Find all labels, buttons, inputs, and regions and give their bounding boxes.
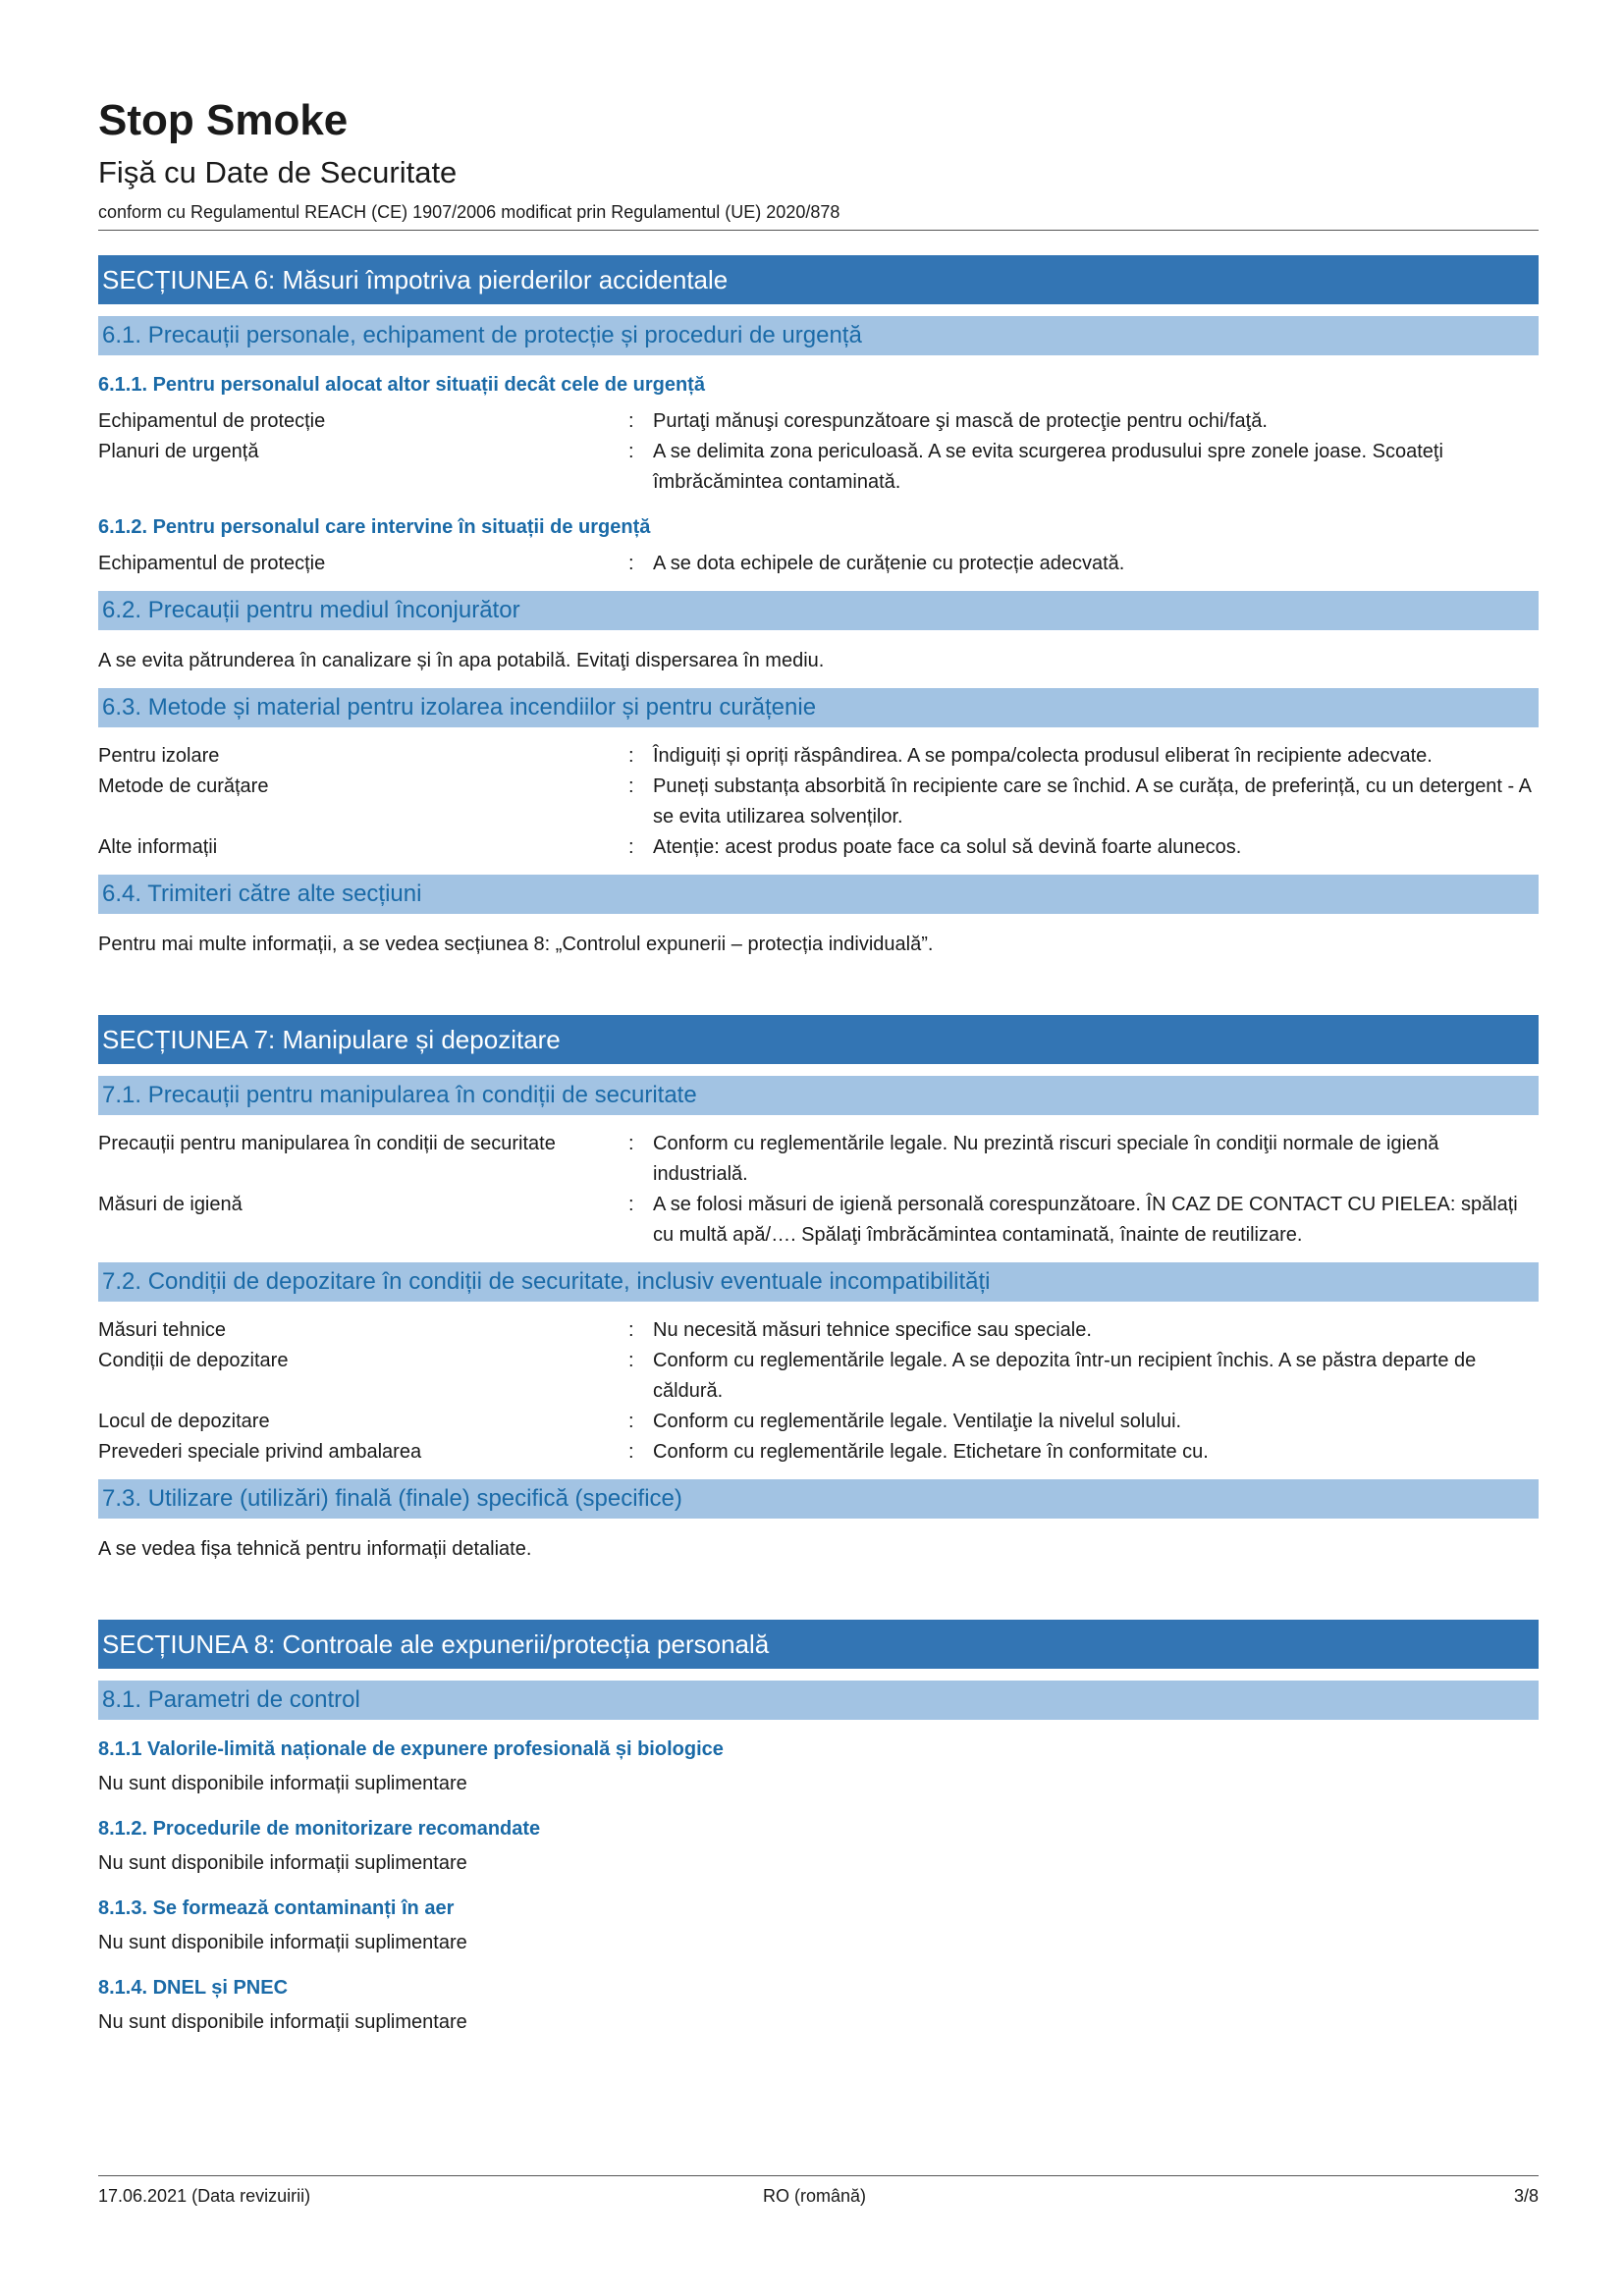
field-row — [98, 741, 1539, 772]
paragraph: Pentru mai multe informații, a se vedea secțiunea 8: „Controlul expunerii – protecția individuală”. — [98, 934, 934, 955]
section-7-heading: SECȚIUNEA 7: Manipulare și depozitare — [98, 1015, 1539, 1064]
subsection-6-1-1-heading: 6.1.1. Pentru personalul alocat altor situații decât cele de urgență — [98, 374, 705, 396]
field-row — [98, 1190, 1539, 1251]
field-separator: : — [628, 836, 634, 858]
section-6-heading: SECȚIUNEA 6: Măsuri împotriva pierderilor accidentale — [98, 255, 1539, 304]
field-row — [98, 832, 1539, 863]
field-list — [98, 549, 1539, 579]
field-separator: : — [628, 410, 634, 432]
field-label: Echipamentul de protecție — [98, 553, 326, 574]
field-value: A se delimita zona periculoasă. A se evita scurgerea produsului spre zonele joase. Scoateţi îmbrăcămintea contaminată. — [653, 441, 1443, 493]
field-value: Îndiguiți și opriți răspândirea. A se pompa/colecta produsul eliberat în recipiente adecvate. — [653, 745, 1433, 767]
field-value: A se folosi măsuri de igienă personală corespunzătoare. ÎN CAZ DE CONTACT CU PIELEA: spălați cu multă apă/…. Spălaţi îmbrăcămintea contaminată, înainte de reutilizare. — [653, 1194, 1518, 1246]
field-separator: : — [628, 1411, 634, 1432]
field-separator: : — [628, 1350, 634, 1371]
subsection-7-3-heading: 7.3. Utilizare (utilizări) finală (finale) specifică (specifice) — [98, 1479, 1539, 1519]
field-list — [98, 1315, 1539, 1468]
field-label: Condiții de depozitare — [98, 1350, 289, 1371]
page-number: 3/8 — [1513, 2186, 1539, 2206]
field-separator: : — [628, 1441, 634, 1463]
field-row — [98, 406, 1539, 437]
field-value: Puneți substanța absorbită în recipiente care se închid. A se curăța, de preferință, cu un detergent - A se evita utilizarea solvenților. — [653, 775, 1531, 828]
paragraph: Nu sunt disponibile informații suplimentare — [98, 1932, 467, 1953]
subsection-6-1-2-heading: 6.1.2. Pentru personalul care intervine în situații de urgență — [98, 516, 651, 538]
field-label: Prevederi speciale privind ambalarea — [98, 1441, 422, 1463]
field-row — [98, 437, 1539, 498]
subsection-8-1-4-heading: 8.1.4. DNEL și PNEC — [98, 1977, 289, 1999]
paragraph: A se vedea fișa tehnică pentru informații detaliate. — [98, 1538, 532, 1560]
field-list — [98, 741, 1539, 863]
paragraph: A se evita pătrunderea în canalizare și în apa potabilă. Evitaţi dispersarea în mediu. — [98, 650, 825, 671]
header-divider — [98, 230, 1539, 231]
subsection-8-1-2-heading: 8.1.2. Procedurile de monitorizare recomandate — [98, 1818, 541, 1840]
field-value: Atenție: acest produs poate face ca solul să devină foarte alunecos. — [653, 836, 1242, 858]
footer-divider — [98, 2175, 1539, 2176]
field-label: Măsuri tehnice — [98, 1319, 227, 1341]
subsection-7-1-heading: 7.1. Precauții pentru manipularea în condiții de securitate — [98, 1076, 1539, 1115]
field-label: Metode de curățare — [98, 775, 269, 797]
field-row — [98, 1437, 1539, 1468]
regulation-note: conform cu Regulamentul REACH (CE) 1907/2006 modificat prin Regulamentul (UE) 2020/878 — [98, 202, 840, 222]
field-list — [98, 406, 1539, 498]
field-row — [98, 1129, 1539, 1190]
product-name: Stop Smoke — [98, 96, 349, 144]
document-content — [98, 251, 1539, 2038]
paragraph: Nu sunt disponibile informații suplimentare — [98, 2011, 467, 2033]
subsection-6-2-heading: 6.2. Precauții pentru mediul înconjurător — [98, 591, 1539, 630]
subsection-8-1-1-heading: 8.1.1 Valorile-limită naționale de expunere profesională și biologice — [98, 1738, 724, 1760]
field-label: Pentru izolare — [98, 745, 220, 767]
field-value: Nu necesită măsuri tehnice specifice sau speciale. — [653, 1319, 1092, 1341]
field-value: Conform cu reglementările legale. Etichetare în conformitate cu. — [653, 1441, 1209, 1463]
field-value: Purtaţi mănuşi corespunzătoare şi mască de protecţie pentru ochi/faţă. — [653, 410, 1268, 432]
paragraph: Nu sunt disponibile informații suplimentare — [98, 1773, 467, 1794]
field-row — [98, 1315, 1539, 1346]
field-row — [98, 1346, 1539, 1407]
subsection-6-1-heading: 6.1. Precauții personale, echipament de protecție și proceduri de urgență — [98, 316, 1539, 355]
field-value: Conform cu reglementările legale. Nu prezintă riscuri speciale în condiţii normale de igienă industrială. — [653, 1133, 1439, 1185]
field-value: Conform cu reglementările legale. Ventilaţie la nivelul solului. — [653, 1411, 1182, 1432]
field-separator: : — [628, 775, 634, 797]
field-row — [98, 1407, 1539, 1437]
field-row — [98, 772, 1539, 832]
field-label: Planuri de urgență — [98, 441, 259, 462]
field-separator: : — [628, 745, 634, 767]
field-separator: : — [628, 1319, 634, 1341]
field-value: A se dota echipele de curățenie cu protecție adecvată. — [653, 553, 1125, 574]
field-label: Măsuri de igienă — [98, 1194, 243, 1215]
paragraph: Nu sunt disponibile informații suplimentare — [98, 1852, 467, 1874]
document-language: RO (română) — [763, 2186, 867, 2206]
section-8-heading: SECȚIUNEA 8: Controale ale expunerii/protecția personală — [98, 1620, 1539, 1669]
subsection-8-1-3-heading: 8.1.3. Se formează contaminanți în aer — [98, 1897, 455, 1919]
subsection-6-4-heading: 6.4. Trimiteri către alte secțiuni — [98, 875, 1539, 914]
field-row — [98, 549, 1539, 579]
field-label: Alte informații — [98, 836, 218, 858]
field-list — [98, 1129, 1539, 1251]
field-separator: : — [628, 441, 634, 462]
subsection-7-2-heading: 7.2. Condiții de depozitare în condiții de securitate, inclusiv eventuale incompatibilități — [98, 1262, 1539, 1302]
field-value: Conform cu reglementările legale. A se depozita într-un recipient închis. A se păstra departe de căldură. — [653, 1350, 1477, 1402]
field-label: Locul de depozitare — [98, 1411, 270, 1432]
revision-date: 17.06.2021 (Data revizuirii) — [98, 2186, 311, 2206]
document-title: Fişă cu Date de Securitate — [98, 155, 458, 189]
field-separator: : — [628, 1194, 634, 1215]
subsection-6-3-heading: 6.3. Metode și material pentru izolarea incendiilor și pentru curățenie — [98, 688, 1539, 727]
subsection-8-1-heading: 8.1. Parametri de control — [98, 1681, 1539, 1720]
field-separator: : — [628, 553, 634, 574]
field-label: Echipamentul de protecție — [98, 410, 326, 432]
field-label: Precauții pentru manipularea în condiții de securitate — [98, 1133, 556, 1154]
field-separator: : — [628, 1133, 634, 1154]
